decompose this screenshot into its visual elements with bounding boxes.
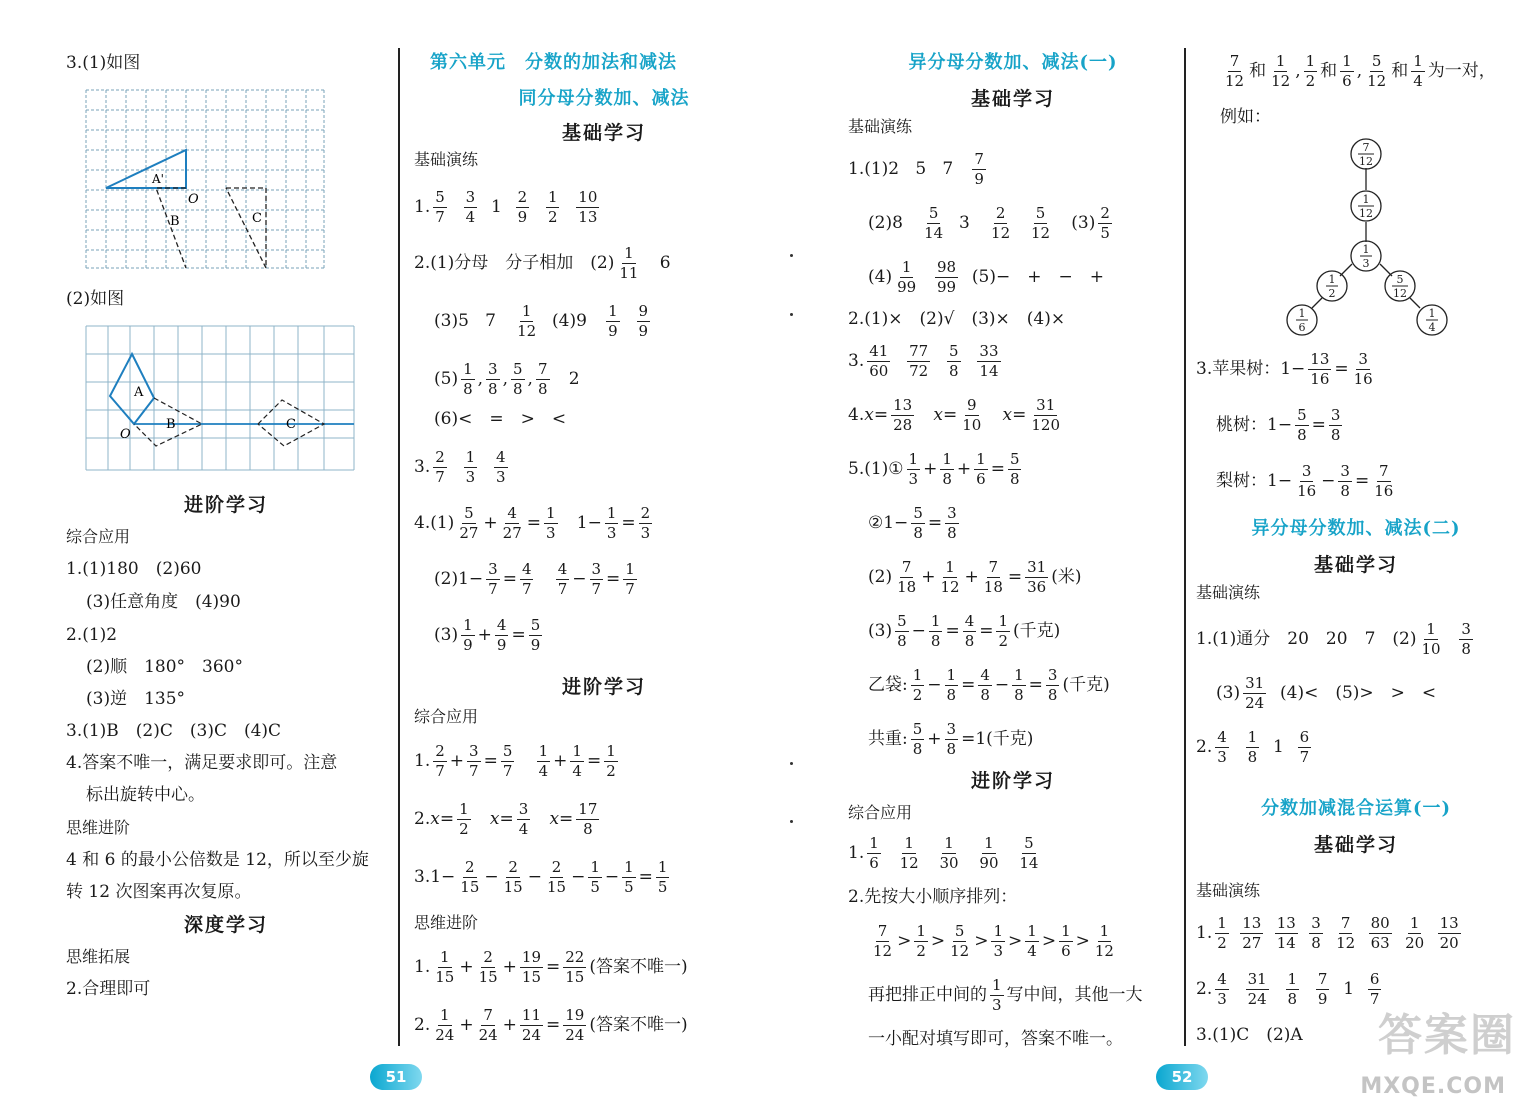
column-divider xyxy=(398,48,400,1046)
svg-text:O: O xyxy=(120,427,131,442)
label-a: A' xyxy=(152,172,164,186)
svg-text:1: 1 xyxy=(1298,307,1306,320)
column-divider xyxy=(1184,48,1186,1046)
section-heading: 进阶学习 xyxy=(183,494,268,516)
svg-text:A: A xyxy=(134,385,144,400)
section-heading: 进阶学习 xyxy=(970,770,1055,792)
svg-text:B: B xyxy=(170,214,180,229)
svg-text:1: 1 xyxy=(1362,193,1370,206)
grid-figure-1 xyxy=(84,88,328,272)
margin-dot xyxy=(790,313,793,316)
fraction-tree xyxy=(1282,136,1452,342)
svg-text:1: 1 xyxy=(1328,273,1336,286)
svg-text:6: 6 xyxy=(1298,321,1306,334)
svg-text:2: 2 xyxy=(1328,287,1336,300)
page-number: 51 xyxy=(370,1064,422,1090)
grid-figure-2 xyxy=(84,324,358,474)
svg-text:12: 12 xyxy=(1393,287,1407,300)
margin-dot xyxy=(790,254,793,257)
svg-text:7: 7 xyxy=(1362,141,1370,154)
answer-line: (2)如图 xyxy=(66,289,125,309)
watermark-url: MXQE.COM xyxy=(1360,1074,1506,1099)
margin-dot xyxy=(790,762,793,765)
watermark-logo: 答案圈 xyxy=(1378,1010,1516,1061)
unit-title: 第六单元 分数的加法和减法 xyxy=(430,52,677,73)
section-heading: 深度学习 xyxy=(183,914,268,936)
svg-text:C: C xyxy=(252,211,262,226)
svg-text:B: B xyxy=(166,417,176,432)
svg-text:12: 12 xyxy=(1359,207,1373,220)
page-number: 52 xyxy=(1156,1064,1208,1090)
svg-text:12: 12 xyxy=(1359,155,1373,168)
svg-text:3: 3 xyxy=(1362,257,1370,270)
section-heading: 基础学习 xyxy=(970,88,1055,110)
section-heading: 进阶学习 xyxy=(561,676,646,698)
svg-text:C: C xyxy=(286,417,296,432)
answer-line: 3.(1)如图 xyxy=(66,53,141,73)
svg-text:O: O xyxy=(188,192,199,207)
svg-text:5: 5 xyxy=(1396,273,1404,286)
section-heading: 基础学习 xyxy=(561,122,646,144)
section-heading: 基础学习 xyxy=(1313,554,1398,576)
lesson-title: 异分母分数加、减法(一) xyxy=(908,52,1118,73)
svg-text:4: 4 xyxy=(1428,321,1436,334)
lesson-title: 异分母分数加、减法(二) xyxy=(1251,518,1461,539)
svg-text:1: 1 xyxy=(1362,243,1370,256)
lesson-title: 分数加减混合运算(一) xyxy=(1260,798,1452,819)
section-heading: 基础学习 xyxy=(1313,834,1398,856)
margin-dot xyxy=(790,820,793,823)
svg-text:1: 1 xyxy=(1428,307,1436,320)
lesson-title: 同分母分数加、减法 xyxy=(518,88,690,109)
